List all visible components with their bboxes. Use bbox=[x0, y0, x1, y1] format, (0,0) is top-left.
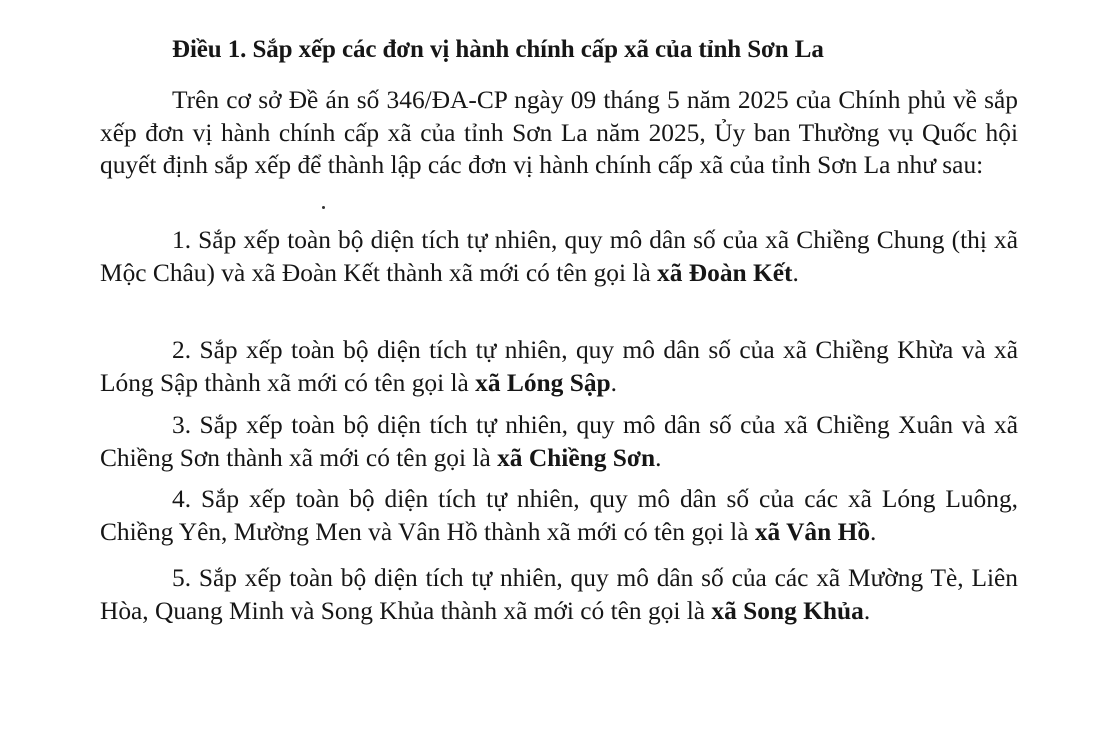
scan-speck bbox=[322, 206, 325, 209]
new-commune-name: xã Lóng Sập bbox=[475, 368, 611, 397]
item-end: . bbox=[610, 368, 618, 397]
item-end: . bbox=[870, 517, 877, 546]
item-text: 2. Sắp xếp toàn bộ diện tích tự nhiên, quy mô dân số của xã Chiềng Khừa và xã Lóng Sập thành xã mới có tên gọi là bbox=[100, 336, 1018, 397]
list-item bbox=[100, 334, 1018, 399]
item-text: 3. Sắp xếp toàn bộ diện tích tự nhiên, quy mô dân số của xã Chiềng Xuân và xã Chiềng Sơn thành xã mới có tên gọi là bbox=[100, 411, 1018, 472]
item-text: 5. Sắp xếp toàn bộ diện tích tự nhiên, quy mô dân số của các xã Mường Tè, Liên Hòa, Quang Minh và Song Khủa thành xã mới có tên gọi là bbox=[100, 564, 1018, 625]
intro-text: Trên cơ sở Đề án số 346/ĐA-CP ngày 09 tháng 5 năm 2025 của Chính phủ về sắp xếp đơn vị hành chính cấp xã của tỉnh Sơn La năm 2025, Ủy ban Thường vụ Quốc hội quyết định sắp xếp để thành lập các đơn vị hành chính cấp xã của tỉnh Sơn La như sau: bbox=[100, 86, 1018, 179]
item-text: 1. Sắp xếp toàn bộ diện tích tự nhiên, quy mô dân số của xã Chiềng Chung (thị xã Mộc Châu) và xã Đoàn Kết thành xã mới có tên gọi là bbox=[100, 226, 1018, 287]
new-commune-name: xã Đoàn Kết bbox=[657, 258, 793, 287]
intro-paragraph bbox=[100, 84, 1018, 182]
list-item bbox=[100, 409, 1018, 474]
list-item bbox=[100, 224, 1018, 289]
new-commune-name: xã Song Khủa bbox=[711, 596, 864, 625]
new-commune-name: xã Chiềng Sơn bbox=[497, 443, 656, 472]
item-text: 4. Sắp xếp toàn bộ diện tích tự nhiên, quy mô dân số của các xã Lóng Luông, Chiềng Yên, Mường Men và Vân Hồ thành xã mới có tên gọi là bbox=[100, 485, 1018, 546]
item-end: . bbox=[792, 258, 799, 287]
list-item bbox=[100, 483, 1018, 548]
item-end: . bbox=[863, 596, 871, 625]
list-item bbox=[100, 562, 1018, 627]
article-heading: Điều 1. Sắp xếp các đơn vị hành chính cấp xã của tỉnh Sơn La bbox=[172, 36, 824, 63]
new-commune-name: xã Vân Hồ bbox=[754, 517, 871, 546]
item-end: . bbox=[655, 443, 662, 472]
